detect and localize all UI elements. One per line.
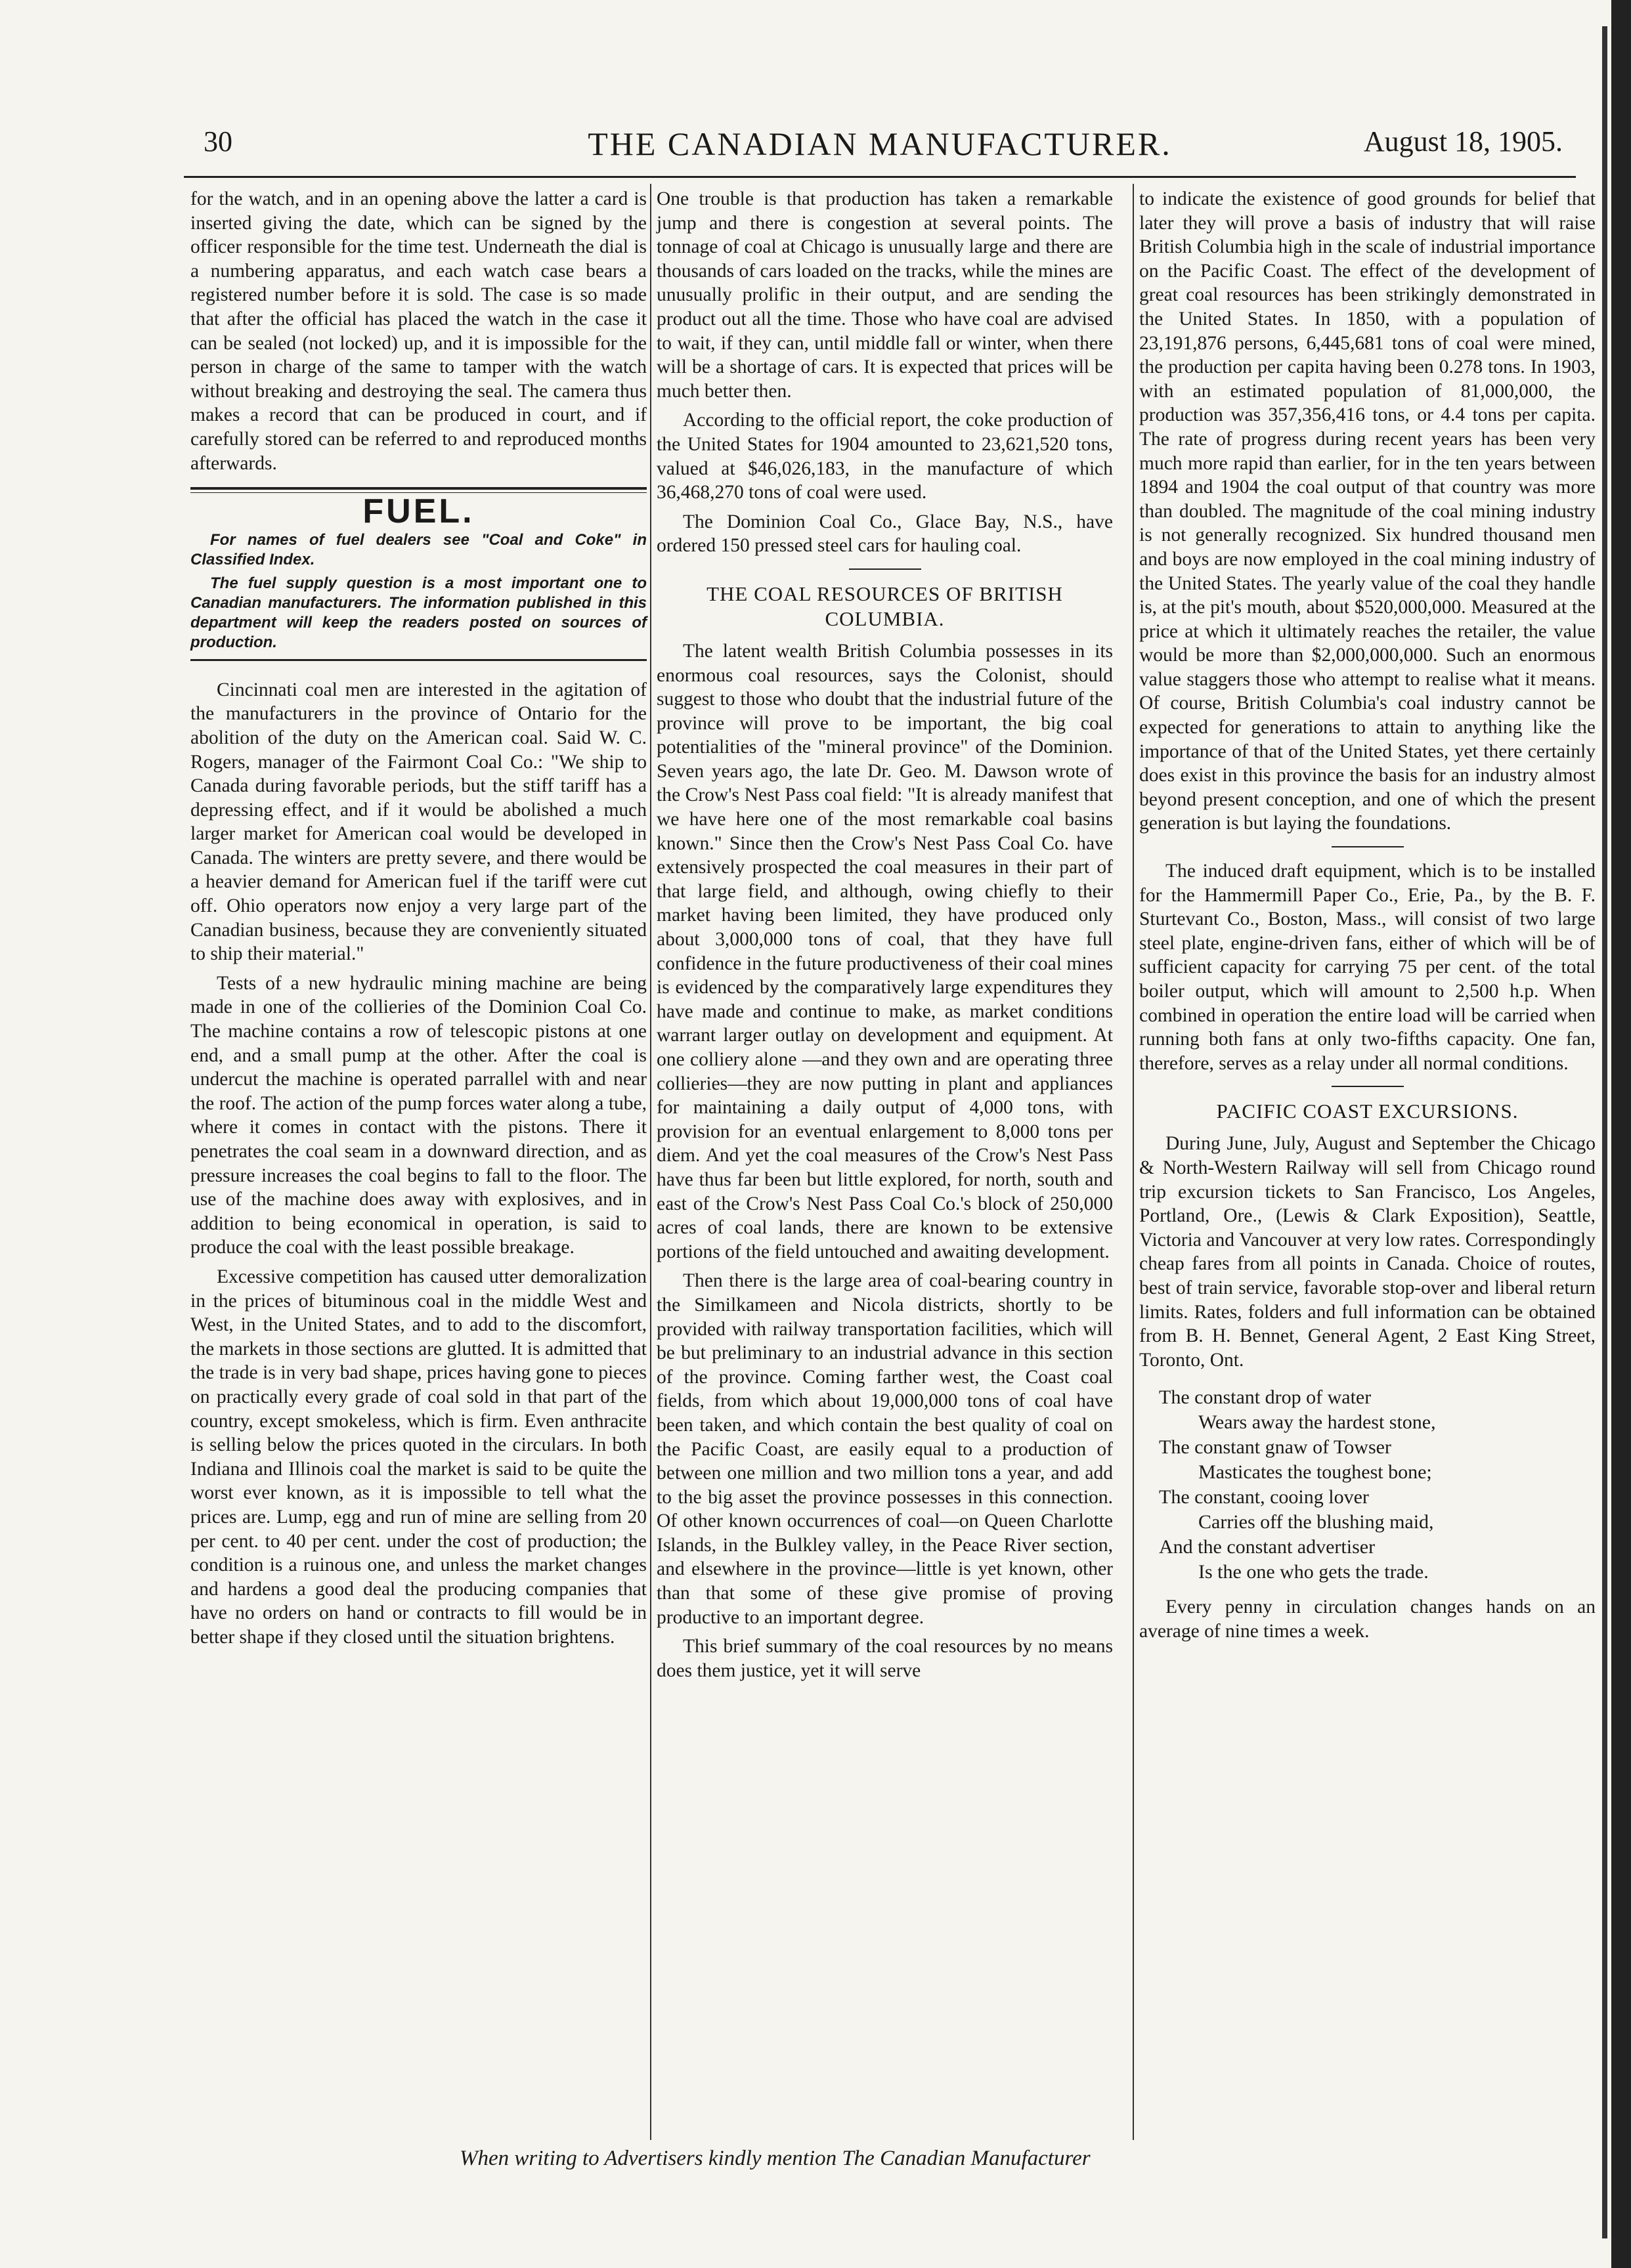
article-paragraph: One trouble is that production has taken a remarkable jump and there is congestion at several points. The tonnage of coal at Chicago is unusually large and there are thousands of cars loaded on the tracks, while the mines are unusually prolific in their output, and are sending the product out all the time. Those who have coal are advised to wait, if they can, until middle fall or winter, when there will be a shortage of cars. It is expected that prices will be much better then. (657, 188, 1113, 402)
poem-line: The constant, cooing lover (1159, 1486, 1369, 1508)
article-paragraph: During June, July, August and September the Chicago & North-Western Railway will sell from Chicago round trip excursion tickets to San Francisco, Los Angeles, Portland, Ore., (Lewis & Clark Exposition), Seattle, Victoria and Vancouver at very low rates. Correspondingly cheap fares from all points in Canada. Choice of routes, best of train service, favorable stop-over and liberal return limits. Rates, folders and full information can be obtained from B. H. Bennet, General Agent, 2 East King Street, Toronto, Ont. (1139, 1133, 1596, 1371)
section-rule (190, 659, 647, 661)
page-number: 30 (204, 125, 232, 158)
article-paragraph: to indicate the existence of good grounds for belief that later they will prove a basis of industry that will raise British Columbia high in the scale of industrial importance on the Pacific Coast. The effect of the development of great coal resources has been strikingly demonstrated in the United States. In 1850, with a population of 23,191,876 persons, 6,445,681 tons of coal were mined, the production per capita having been 0.278 tons. In 1903, with an estimated population of 81,000,000, the production was 357,356,416 tons, or 4.4 tons per capita. The rate of progress during recent years has been very much more rapid than earlier, for in the ten years between 1894 and 1904 the coal output of that country was more than doubled. The magnitude of the coal mining industry is not generally recognized. Six hundred thousand men and boys are now employed in the coal mining industry of the United States. The yearly value of the coal they handle is, at the pit's mouth, about $520,000,000. Measured at the price at which it ultimately reaches the retailer, the value would be more than $2,000,000,000. Such an enormous value staggers those who attempt to realise what it means. Of course, British Columbia's coal industry cannot be expected for generations to attain to anything like the importance of that of the United States, yet there certainly does exist in this province the basis for an industry almost beyond present conception, and one of which the present generation is but laying the foundations. (1139, 188, 1596, 834)
column-3 (1139, 187, 1596, 1649)
article-paragraph: Then there is the large area of coal-bearing country in the Similkameen and Nicola districts, shortly to be provided with railway transportation facilities, which will be but preliminary to an industrial advance in this section of the province. Coming farther west, the Coast coal fields, from which about 19,000,000 tons of coal have been taken, and which contain the best quality of coal on the Pacific Coast, are easily equal to a production of between one million and two million tons a year, and add to the big asset the province possesses in this connection. Of other known occurrences of coal—on Queen Charlotte Islands, in the Bulkley valley, in the Peace River section, and elsewhere in the province—little is yet known, other than that some of these give promise of proving productive to an important degree. (657, 1270, 1113, 1628)
poem-line: Carries off the blushing maid, (1198, 1511, 1434, 1533)
binding-edge (1611, 0, 1631, 2268)
column-divider (1133, 184, 1134, 2140)
issue-date: August 18, 1905. (1363, 125, 1563, 158)
article-heading: PACIFIC COAST EXCURSIONS. (1216, 1100, 1519, 1123)
poem-line: Wears away the hardest stone, (1198, 1411, 1436, 1434)
article-paragraph: The induced draft equipment, which is to be installed for the Hammermill Paper Co., Erie, Pa., by the B. F. Sturtevant Co., Boston, Mass., will consist of two large steel plate, engine-driven fans, either of which will be of sufficient capacity for carrying 75 per cent. of the total boiler output, which will amount to 2,500 h.p. When combined in operation the entire load will be carried when running both fans at only two-fifths capacity. One fan, therefore, serves as a relay under all normal conditions. (1139, 861, 1596, 1074)
separator-rule (1332, 1086, 1404, 1087)
poem-line: And the constant advertiser (1159, 1536, 1376, 1558)
article-paragraph: for the watch, and in an opening above the latter a card is inserted giving the date, which can be signed by the officer responsible for the time test. Underneath the dial is a numbering apparatus, and each watch case bears a registered number before it is sold. The case is so made that after the official has placed the watch in the case it can be sealed (not locked) up, and it is impossible for the person in charge of the same to tamper with the watch without breaking and destroying the seal. The camera thus makes a record that can be produced in court, and if carefully stored can be referred to and reproduced months afterwards. (190, 188, 647, 474)
article-paragraph: This brief summary of the coal resources by no means does them justice, yet it will serve (657, 1636, 1113, 1681)
article-paragraph: Tests of a new hydraulic mining machine are being made in one of the collieries of the Dominion Coal Co. The machine contains a row of telescopic pistons at one end, and a small pump at the other. After the coal is undercut the machine is operated parrallel with and near the roof. The action of the pump forces water along a tube, where it comes in contact with the pistons. There it penetrates the coal seam in a downward direction, and as pressure increases the coal begins to fall to the floor. The use of the machine does away with explosives, and in addition to being economical in operation, is said to produce the coal with the least possible breakage. (190, 972, 647, 1258)
separator-rule (1332, 846, 1404, 847)
poem-line: The constant gnaw of Towser (1159, 1436, 1391, 1459)
poem-line: Is the one who gets the trade. (1198, 1561, 1429, 1583)
article-paragraph: The latent wealth British Columbia possesses in its enormous coal resources, says the Colonist, should suggest to those who doubt that the industrial future of the province will prove to be important, the big coal potentialities of the "mineral province" of the Dominion. Seven years ago, the late Dr. Geo. M. Dawson wrote of the Crow's Nest Pass coal field: "It is already manifest that we have here one of the most remarkable coal basins known." Since then the Crow's Nest Pass Coal Co. have extensively prospected the coal measures in their part of that large field, and although, owing chiefly to their market having been limited, they have produced only about 3,000,000 tons of coal, that they have full confidence in the future productiveness of their coal mines is evidenced by the comparatively large expenditures they have made and continue to make, as market conditions warrant larger outlay on development and equipment. At one colliery alone —and they own and are operating three collieries—they are now putting in plant and appliances for maintaining a daily output of 4,000 tons, with provision for an eventual enlargement to 8,000 tons per diem. And yet the coal measures of the Crow's Nest Pass have thus far been but little explored, for north, south and east of the Crow's Nest Pass Coal Co.'s block of 250,000 acres of coal lands, there are known to be extensive portions of the field untouched and awaiting development. (657, 640, 1113, 1262)
separator-rule (849, 568, 921, 570)
page-header (184, 125, 1576, 171)
article-paragraph: Every penny in circulation changes hands on an average of nine times a week. (1139, 1596, 1596, 1642)
article-paragraph: Cincinnati coal men are interested in the agitation of the manufacturers in the province of Ontario for the abolition of the duty on the American coal. Said W. C. Rogers, manager of the Fairmont Coal Co.: "We ship to Canada during favorable periods, but the stiff tariff has a depressing effect, and if it would be abolished a much larger market for American coal would be developed in Canada. The winters are pretty severe, and there would be a heavier demand for American fuel if the tariff were cut off. Ohio operators now enjoy a very large part of the Canadian business, because they are conveniently situated to ship their material." (190, 679, 647, 965)
poem-line: The constant drop of water (1159, 1386, 1372, 1409)
article-paragraph: Excessive competition has caused utter demoralization in the prices of bituminous coal in the middle West and West, in the United States, and to add to the discomfort, the markets in those sections are glutted. It is admitted that the trade is in very bad shape, prices having gone to pieces on practically every grade of coal sold in that part of the country, except smokeless, which is firm. Even anthracite is selling below the prices quoted in the circulars. In both Indiana and Illinois coal the market is said to be quite the worst ever known, as it is impossible to tell what the prices are. Lump, egg and run of mine are selling from 20 per cent. to 40 per cent. under the cost of production; the condition is a ruinous one, and unless the market changes and hardens a good deal the producing companies that have no orders on hand or contracts to fill would be in better shape if they closed until the situation brightens. (190, 1266, 647, 1648)
fuel-note: The fuel supply question is a most important one to Canadian manufacturers. The information published in this department will keep the readers posted on sources of production. (190, 574, 647, 651)
poem-line: Masticates the toughest bone; (1198, 1461, 1432, 1484)
header-rule (184, 176, 1576, 178)
fuel-note: For names of fuel dealers see "Coal and Coke" in Classified Index. (190, 530, 647, 568)
binding-edge (1602, 26, 1607, 2238)
section-heading-fuel: FUEL. (362, 492, 475, 531)
column-2 (657, 187, 1113, 1688)
page-footer: When writing to Advertisers kindly mention The Canadian Manufacturer (460, 2147, 1091, 2170)
publication-title: THE CANADIAN MANUFACTURER. (588, 125, 1172, 162)
column-divider (650, 184, 651, 2140)
article-paragraph: According to the official report, the coke production of the United States for 1904 amounted to 23,621,520 tons, valued at $46,026,183, in the manufacture of which 36,468,270 tons of coal were used. (657, 410, 1113, 503)
poem (1139, 1385, 1596, 1585)
article-paragraph: The Dominion Coal Co., Glace Bay, N.S., have ordered 150 pressed steel cars for hauling coal. (657, 511, 1113, 557)
column-1 (190, 187, 647, 1654)
article-heading: THE COAL RESOURCES OF BRITISH COLUMBIA. (707, 582, 1063, 630)
